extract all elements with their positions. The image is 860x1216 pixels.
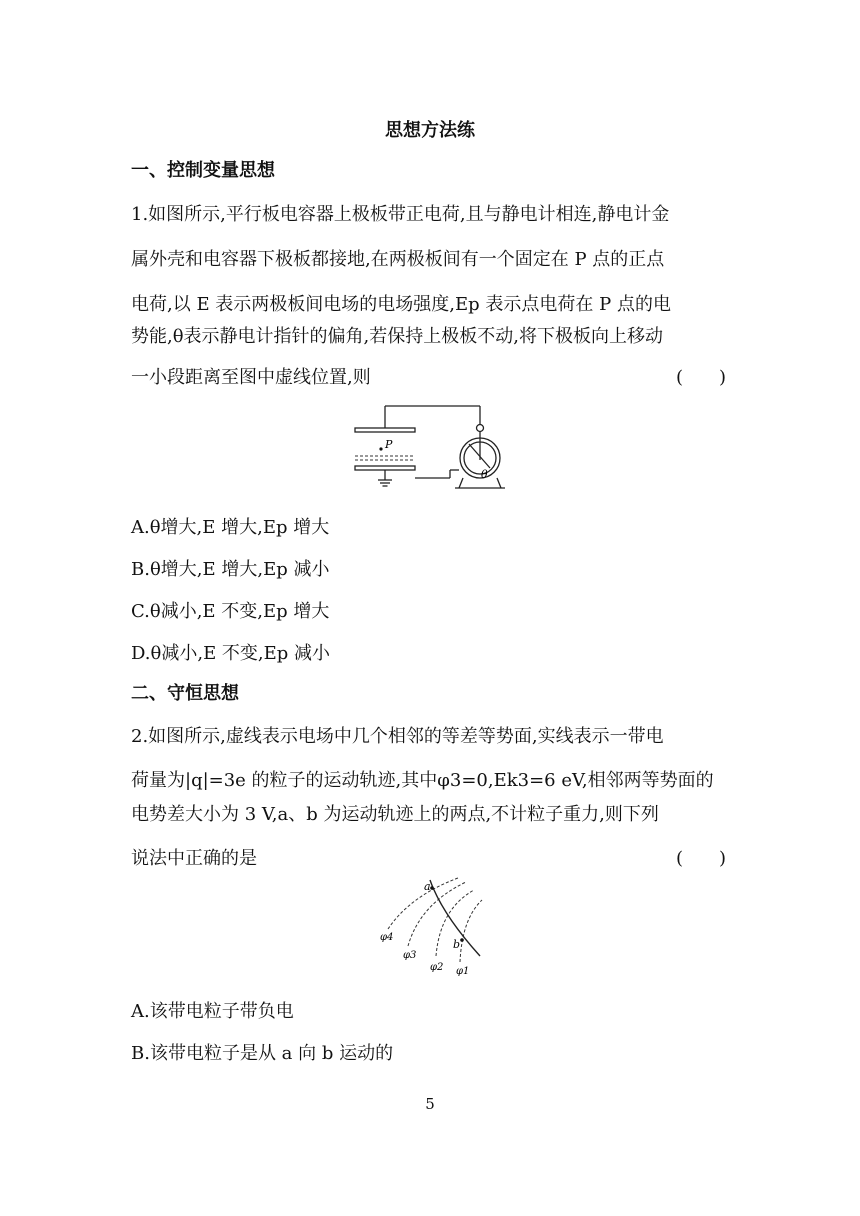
q1-line-5: 一小段距离至图中虚线位置,则: [131, 367, 371, 388]
q2-line-2: 荷量为|q|=3e 的粒子的运动轨迹,其中φ3=0,Ek3=6 eV,相邻两等势面的: [131, 770, 714, 791]
phi2-label: φ2: [430, 962, 444, 973]
q1-option-d[interactable]: D.θ减小,E 不变,Ep 减小: [131, 643, 331, 664]
page-title: 思想方法练: [385, 120, 475, 141]
q2-option-a[interactable]: A.该带电粒子带负电: [131, 1001, 294, 1022]
section-heading-2: 二、守恒思想: [131, 683, 239, 704]
q1-answer-paren: ( ): [676, 367, 727, 388]
q2-answer-paren: ( ): [676, 848, 727, 869]
point-a-label: a: [424, 880, 431, 893]
phi3-label: φ3: [403, 950, 417, 961]
q1-option-b[interactable]: B.θ增大,E 增大,Ep 减小: [131, 559, 330, 580]
q1-option-a[interactable]: A.θ增大,E 增大,Ep 增大: [131, 517, 330, 538]
q2-option-b[interactable]: B.该带电粒子是从 a 向 b 运动的: [131, 1043, 394, 1064]
q2-line-1: 2.如图所示,虚线表示电场中几个相邻的等差等势面,实线表示一带电: [131, 726, 664, 747]
q1-option-c[interactable]: C.θ减小,E 不变,Ep 增大: [131, 601, 330, 622]
phi1-label: φ1: [456, 966, 470, 977]
page-number: 5: [425, 1095, 435, 1113]
point-p-dot: [379, 447, 382, 450]
q1-line-2: 属外壳和电容器下极板都接地,在两极板间有一个固定在 P 点的正点: [131, 249, 665, 270]
q2-line-4: 说法中正确的是: [131, 848, 257, 869]
q1-line-1: 1.如图所示,平行板电容器上极板带正电荷,且与静电计相连,静电计金: [131, 204, 670, 225]
point-p-label: P: [385, 438, 393, 451]
q2-line-3: 电势差大小为 3 V,a、b 为运动轨迹上的两点,不计粒子重力,则下列: [131, 804, 659, 825]
capacitor-electrometer-figure: [345, 398, 515, 496]
point-b-label: b: [453, 938, 461, 951]
section-heading-1: 一、控制变量思想: [131, 160, 275, 181]
equipotential-figure: [370, 874, 490, 982]
q1-line-4: 势能,θ表示静电计指针的偏角,若保持上极板不动,将下极板向上移动: [131, 326, 663, 347]
angle-theta-label: θ: [481, 468, 488, 481]
q1-line-3: 电荷,以 E 表示两极板间电场的电场强度,Ep 表示点电荷在 P 点的电: [131, 294, 671, 315]
phi4-label: φ4: [380, 932, 394, 943]
